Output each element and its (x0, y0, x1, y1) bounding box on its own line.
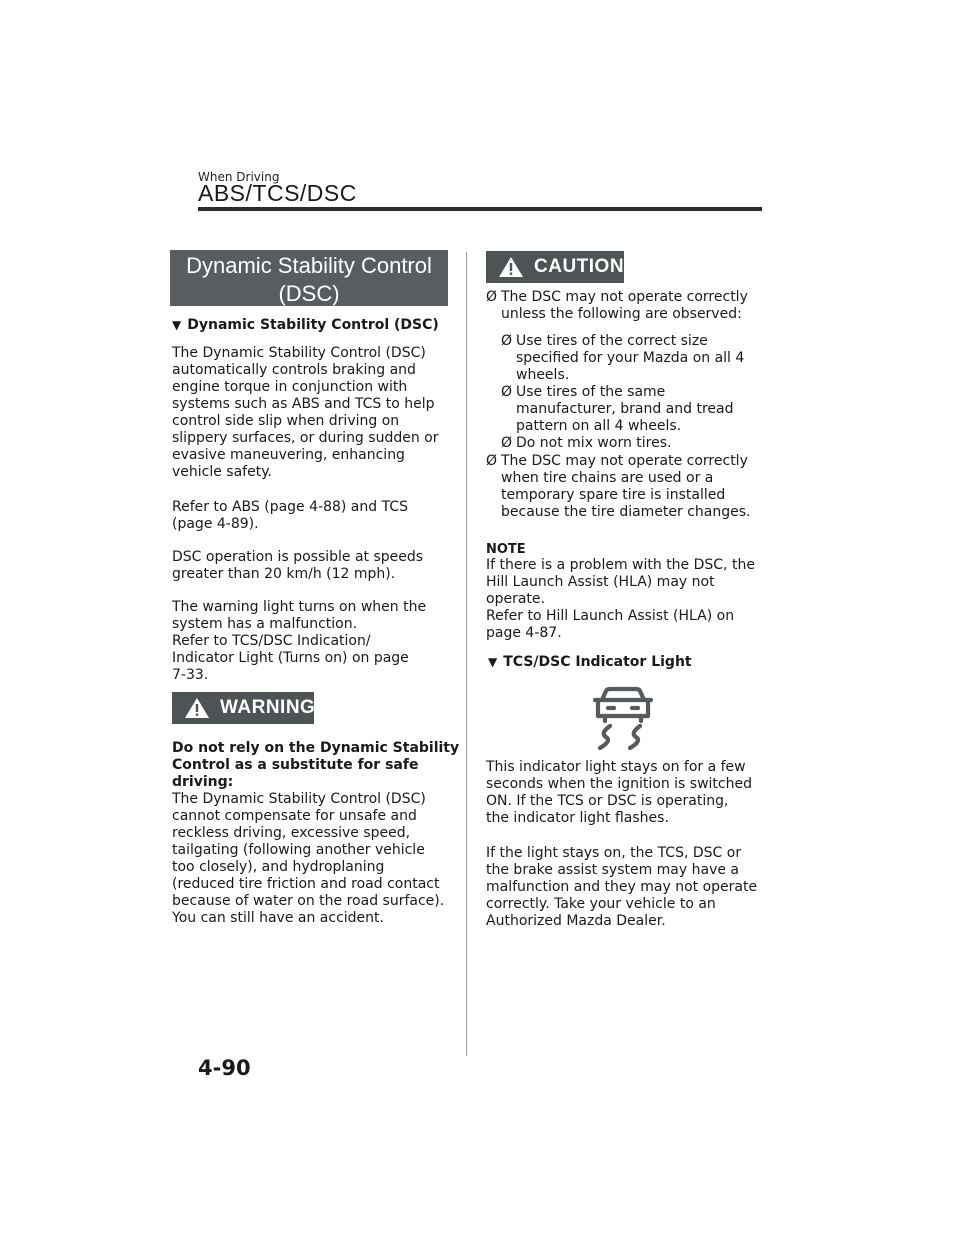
caution-label: CAUTION (534, 256, 625, 277)
text-line: specified for your Mazda on all 4 (516, 350, 745, 366)
text-line: Indicator Light (Turns on) on page (172, 650, 409, 666)
dsc-paragraph-3 (172, 549, 452, 583)
indicator-paragraph-2 (486, 845, 766, 930)
text-line: ON. If the TCS or DSC is operating, (486, 793, 729, 809)
text-line: page 4-87. (486, 625, 562, 641)
dsc-paragraph-1 (172, 345, 452, 481)
caution-bullet-2 (486, 453, 766, 521)
column-divider (466, 252, 467, 1056)
indicator-subheading (488, 653, 692, 671)
banner-line-2: (DSC) (278, 281, 340, 306)
caution-sub-bullet-1 (501, 333, 771, 384)
text-line: system has a malfunction. (172, 616, 358, 632)
header-rule (198, 207, 762, 211)
text-line: the indicator light flashes. (486, 810, 669, 826)
bullet-arrow-icon: Ø (486, 453, 498, 469)
text-line: seconds when the ignition is switched (486, 776, 752, 792)
text-line: too closely), and hydroplaning (172, 859, 385, 875)
text-line: engine torque in conjunction with (172, 379, 408, 395)
text-line: vehicle safety. (172, 464, 272, 480)
text-line: Hill Launch Assist (HLA) may not (486, 574, 715, 590)
text-line: temporary spare tire is installed (501, 487, 726, 503)
text-line: wheels. (516, 367, 570, 383)
caution-sub-bullet-3 (501, 435, 771, 452)
text-line: reckless driving, excessive speed, (172, 825, 411, 841)
text-line: pattern on all 4 wheels. (516, 418, 682, 434)
bullet-arrow-icon: Ø (486, 289, 498, 305)
text-line: (reduced tire friction and road contact (172, 876, 440, 892)
text-line: evasive maneuvering, enhancing (172, 447, 405, 463)
banner-line-1: Dynamic Stability Control (186, 253, 432, 278)
text-line: The Dynamic Stability Control (DSC) (172, 345, 426, 361)
indicator-paragraph-1 (486, 759, 766, 827)
text-line: control side slip when driving on (172, 413, 400, 429)
text-line: The DSC may not operate correctly (501, 289, 748, 305)
note-text (486, 557, 766, 642)
caution-bullet-1 (486, 289, 766, 323)
warning-bold-text (172, 740, 462, 791)
caution-sub-bullet-2 (501, 384, 771, 435)
bullet-arrow-icon: Ø (501, 435, 513, 451)
dsc-paragraph-4 (172, 599, 452, 684)
text-line: DSC operation is possible at speeds (172, 549, 424, 565)
text-line: This indicator light stays on for a few (486, 759, 746, 775)
text-line: systems such as ABS and TCS to help (172, 396, 435, 412)
text-line: If there is a problem with the DSC, the (486, 557, 755, 573)
chapter-title: ABS/TCS/DSC (198, 180, 357, 206)
dsc-subheading-text: Dynamic Stability Control (DSC) (187, 317, 439, 333)
dsc-subheading (172, 316, 439, 334)
text-line: correctly. Take your vehicle to an (486, 896, 716, 912)
text-line: Refer to TCS/DSC Indication/ (172, 633, 371, 649)
text-line: The DSC may not operate correctly (501, 453, 748, 469)
text-line: (page 4-89). (172, 516, 259, 532)
text-line: the brake assist system may have a (486, 862, 740, 878)
caution-badge (486, 251, 624, 283)
section-label: When Driving (198, 170, 280, 184)
warning-triangle-icon (498, 256, 524, 278)
warning-label: WARNING (220, 697, 316, 718)
indicator-subheading-text: TCS/DSC Indicator Light (503, 654, 692, 670)
text-line: 7-33. (172, 667, 209, 683)
text-line: Use tires of the same (516, 384, 666, 400)
text-line: Control as a substitute for safe (172, 757, 419, 773)
text-line: automatically controls braking and (172, 362, 416, 378)
warning-triangle-icon (184, 697, 210, 719)
note-label: NOTE (486, 542, 526, 557)
text-line: Refer to ABS (page 4-88) and TCS (172, 499, 408, 515)
text-line: when tire chains are used or a (501, 470, 714, 486)
warning-body-text (172, 791, 464, 927)
skid-car-icon (592, 686, 654, 750)
warning-badge (172, 692, 314, 724)
text-line: unless the following are observed: (501, 306, 742, 322)
text-line: because the tire diameter changes. (501, 504, 751, 520)
text-line: operate. (486, 591, 545, 607)
text-line: The warning light turns on when the (172, 599, 427, 615)
text-line: If the light stays on, the TCS, DSC or (486, 845, 742, 861)
text-line: You can still have an accident. (172, 910, 384, 926)
text-line: tailgating (following another vehicle (172, 842, 425, 858)
text-line: greater than 20 km/h (12 mph). (172, 566, 396, 582)
text-line: The Dynamic Stability Control (DSC) (172, 791, 426, 807)
text-line: malfunction and they may not operate (486, 879, 758, 895)
text-line: cannot compensate for unsafe and (172, 808, 417, 824)
text-line: manufacturer, brand and tread (516, 401, 734, 417)
dsc-paragraph-2 (172, 499, 452, 533)
triangle-down-icon: ▼ (488, 655, 498, 669)
bullet-arrow-icon: Ø (501, 333, 513, 349)
section-banner (170, 250, 448, 306)
bullet-arrow-icon: Ø (501, 384, 513, 400)
text-line: because of water on the road surface). (172, 893, 445, 909)
text-line: Authorized Mazda Dealer. (486, 913, 666, 929)
text-line: Do not rely on the Dynamic Stability (172, 740, 460, 756)
text-line: Use tires of the correct size (516, 333, 708, 349)
text-line: Refer to Hill Launch Assist (HLA) on (486, 608, 735, 624)
triangle-down-icon: ▼ (172, 318, 182, 332)
text-line: Do not mix worn tires. (516, 435, 672, 451)
page-number: 4-90 (198, 1056, 251, 1080)
text-line: slippery surfaces, or during sudden or (172, 430, 439, 446)
text-line: driving: (172, 774, 234, 790)
